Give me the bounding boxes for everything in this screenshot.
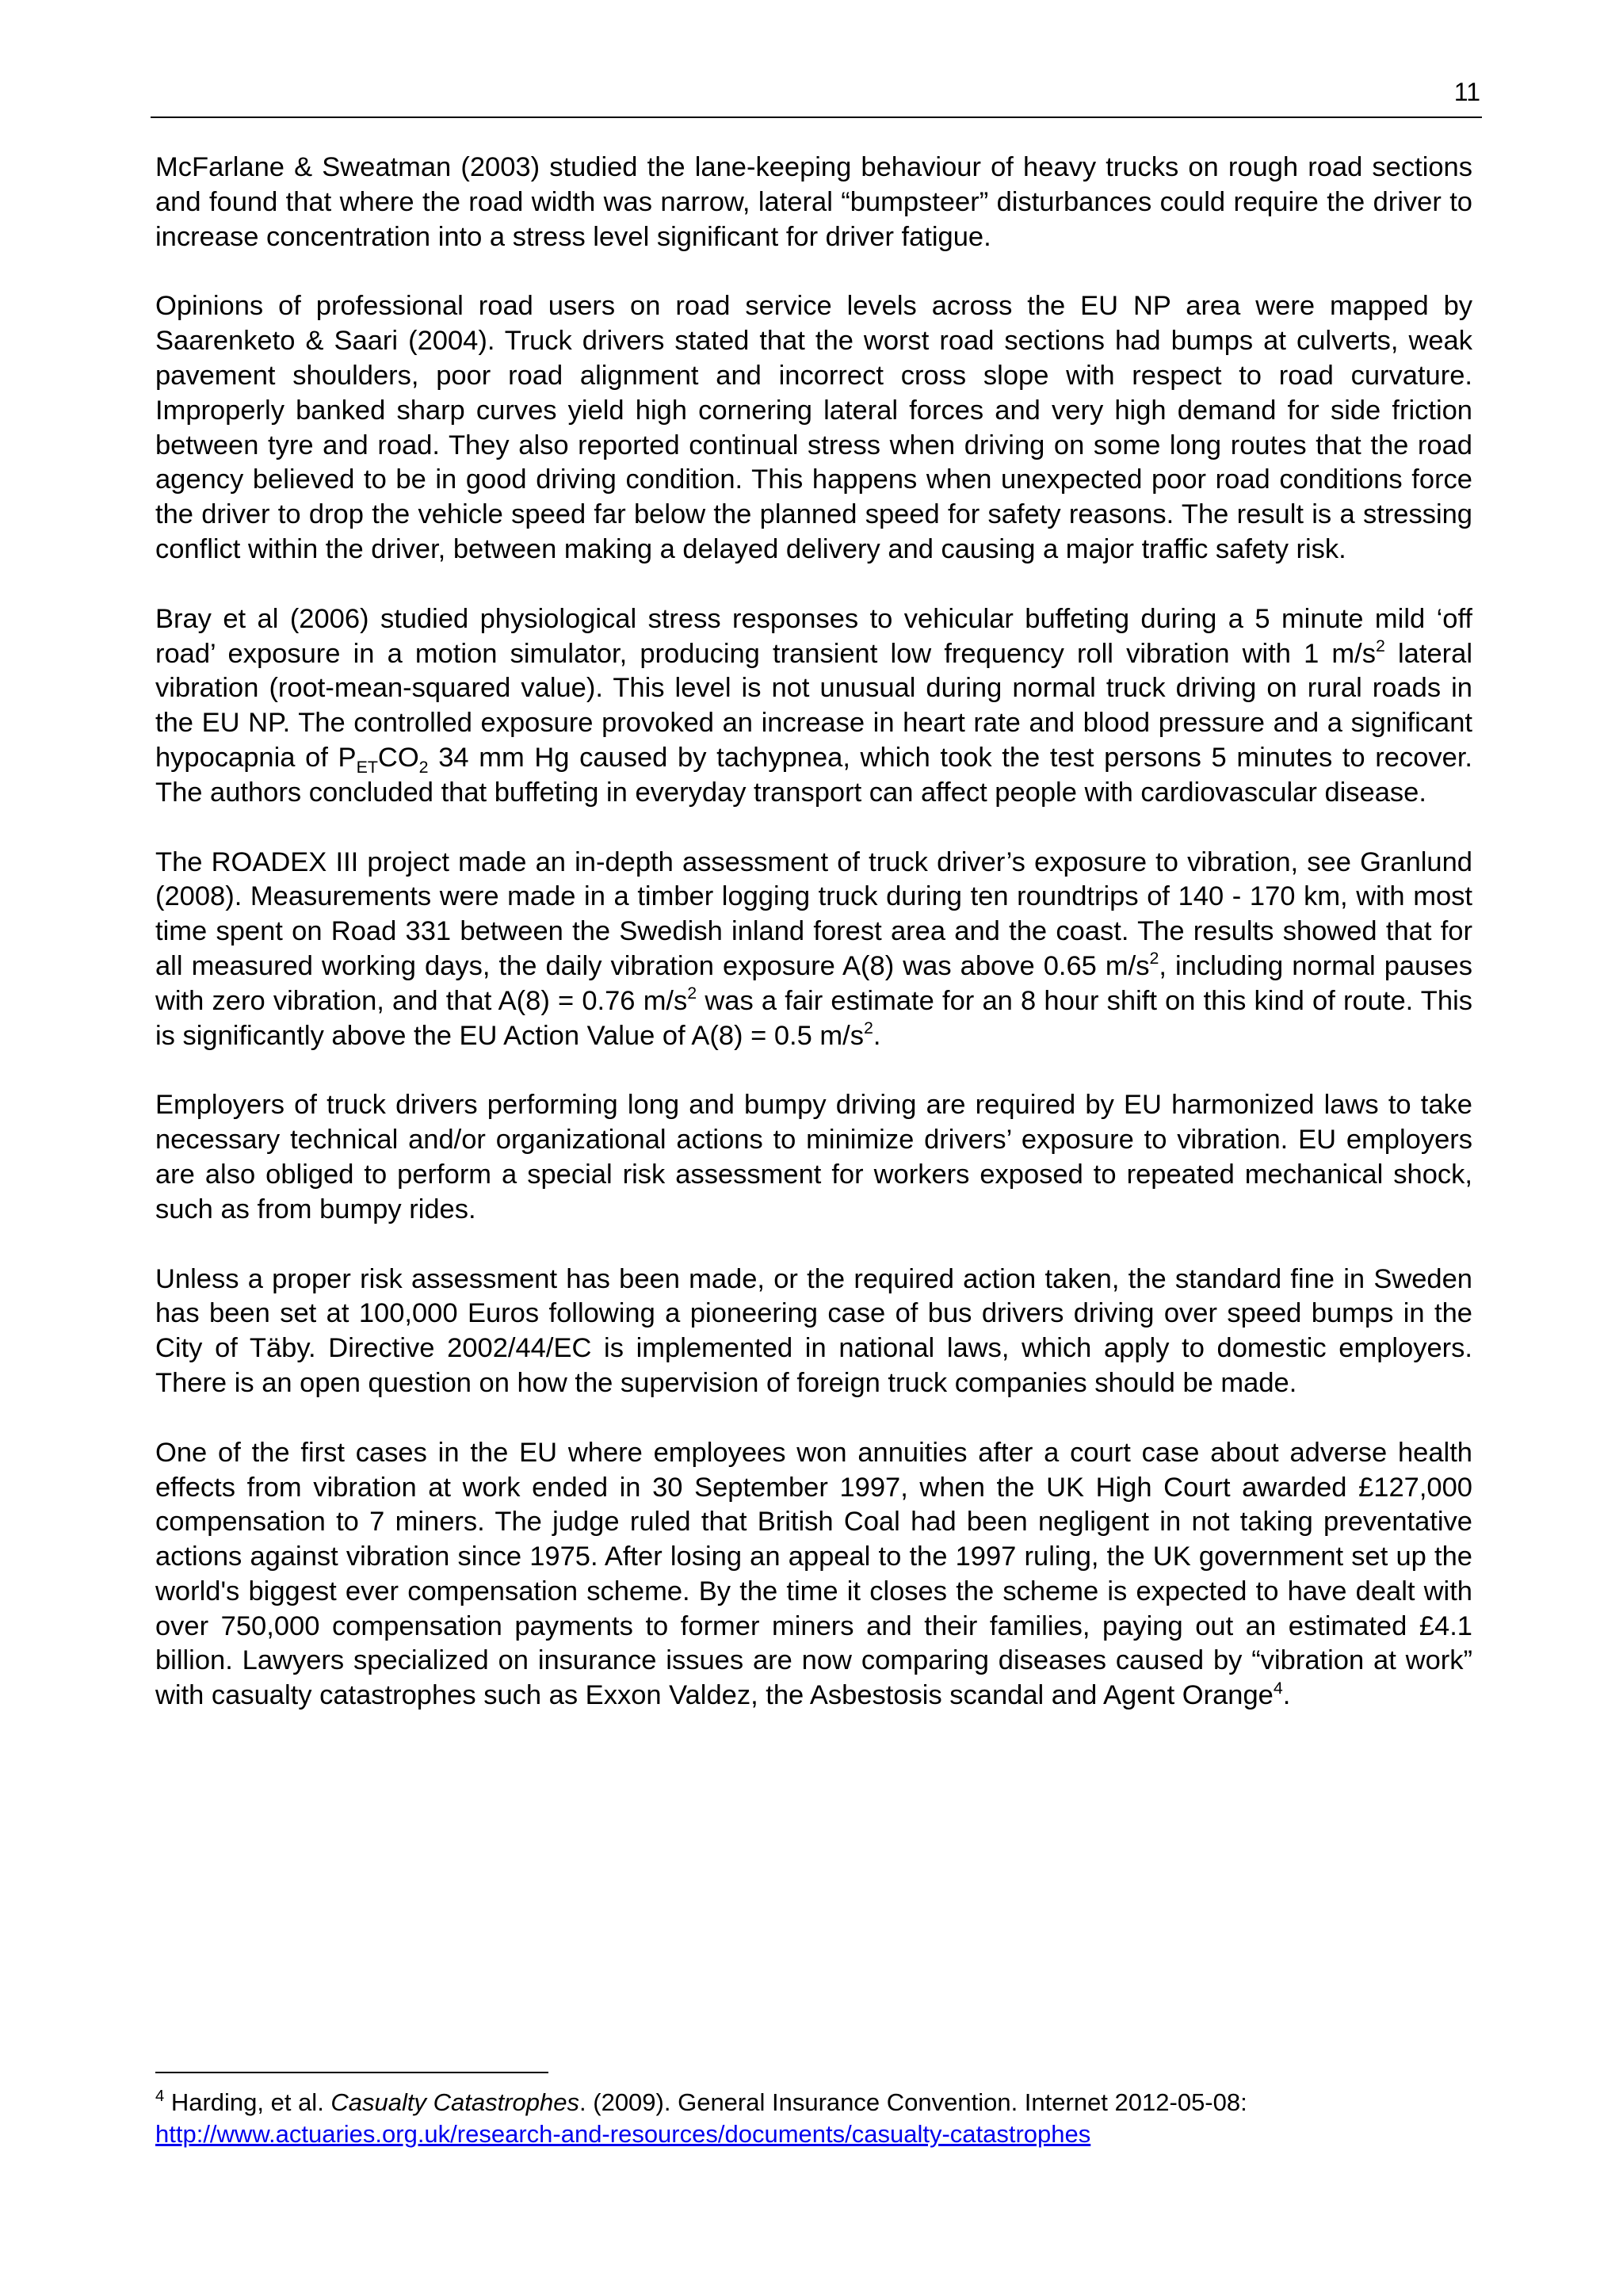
header-rule [151,117,1482,118]
body-text [155,151,1472,1748]
paragraph-saarenketo: Opinions of professional road users on road service levels across the EU NP area were mapped by Saarenketo & Saari (2004). Truck drivers stated that the worst road sections had bumps at culverts, weak pavement shoulders, poor road alignment and incorrect cross slope with respect to road curvature. Improperly banked sharp curves yield high cornering lateral forces and very high demand for side friction between tyre and road. They also reported continual stress when driving on some long routes that the road agency believed to be in good driving condition. This happens when unexpected poor road conditions force the driver to drop the vehicle speed far below the planned speed for safety reasons. The result is a stressing conflict within the driver, between making a delayed delivery and causing a major traffic safety risk. [155,291,1472,564]
paragraph-bray [155,602,1472,811]
footnote-marker: 4 [155,2087,165,2105]
superscript: 2 [863,1018,873,1037]
footnote-reference: 4 [1273,1678,1283,1698]
footnote-rule [155,2072,548,2073]
paragraph-risk-assessment: Unless a proper risk assessment has been made, or the required action taken, the standard fine in Sweden has been set at 100,000 Euros following a pioneering case of bus drivers driving over speed bumps in the City of Täby. Directive 2002/44/EC is implemented in national laws, which apply to domestic employers. There is an open question on how the supervision of foreign truck companies should be made. [155,1263,1472,1398]
superscript: 2 [1376,636,1385,655]
text-span: lateral vibration (root-mean-squared value). This level is not unusual during normal truck driving on rural roads in the EU NP. The controlled exposure provoked an increase in heart rate and blood pressure and a significant hypocapnia of P [155,638,1472,773]
text-span: . (2009). General Insurance Convention. Internet 2012-05-08: [579,2088,1247,2116]
footnote [155,2087,1472,2150]
footnote-title: Casualty Catastrophes [330,2088,580,2116]
text-span: One of the first cases in the EU where employees won annuities after a court case about adverse health effects from vibration at work ended in 30 September 1997, when the UK High Court awarded £127,000 compensation to 7 miners. The judge ruled that British Coal had been negligent in not taking preventative actions against vibration since 1975. After losing an appeal to the 1997 ruling, the UK government set up the world's biggest ever compensation scheme. By the time it closes the scheme is expected to have dealt with over 750,000 compensation payments to former miners and their families, paying out an estimated £4.1 billion. Lawyers specialized on insurance issues are now comparing diseases caused by “vibration at work” with casualty catastrophes such as Exxon Valdez, the Asbestosis scandal and Agent Orange [155,1437,1472,1711]
text-span: The ROADEX III project made an in-depth assessment of truck driver’s exposure to vibration, see Granlund (2008). Measurements were made in a timber logging truck during ten roundtrips of 140 - 170 km, with most time spent on Road 331 between the Swedish inland forest area and the coast. The results showed that for all measured working days, the daily vibration exposure A(8) was above 0.65 m/s [155,846,1472,981]
paragraph-roadex [155,846,1472,1054]
paragraph-mcfarlane: McFarlane & Sweatman (2003) studied the lane-keeping behaviour of heavy trucks on rough road sections and found that where the road width was narrow, lateral “bumpsteer” disturbances could require the driver to increase concentration into a stress level significant for driver fatigue. [155,152,1472,252]
page-number: 11 [1453,78,1480,106]
superscript: 2 [687,984,697,1003]
paragraph-uk-court-case [155,1436,1472,1713]
text-span: 34 mm Hg caused by tachypnea, which took the test persons 5 minutes to recover. The authors concluded that buffeting in everyday transport can affect people with cardiovascular disease. [155,742,1472,808]
text-span: Harding, et al. [164,2088,331,2116]
text-span: , including normal pauses with zero vibration, and that A(8) = 0.76 m/s [155,950,1472,1016]
superscript: 2 [1149,949,1159,968]
subscript: 2 [418,757,429,777]
subscript: ET [356,757,378,777]
text-span: was a fair estimate for an 8 hour shift on this kind of route. This is significantly above the EU Action Value of A(8) = 0.5 m/s [155,985,1472,1051]
paragraph-employers: Employers of truck drivers performing long and bumpy driving are required by EU harmonized laws to take necessary technical and/or organizational actions to minimize drivers’ exposure to vibration. EU employers are also obliged to perform a special risk assessment for workers exposed to repeated mechanical shock, such as from bumpy rides. [155,1090,1472,1224]
text-span: . [873,1020,881,1051]
footnote-citation [155,2087,1472,2118]
text-span: . [1282,1680,1291,1711]
text-span: Bray et al (2006) studied physiological stress responses to vehicular buffeting during a 5 minute mild ‘off road’ exposure in a motion simulator, producing transient low frequency roll vibration with 1 m/s [155,603,1472,669]
footnote-link[interactable]: http://www.actuaries.org.uk/research-and-resources/documents/casualty-catastrophes [155,2120,1091,2148]
text-span: CO [377,742,419,773]
